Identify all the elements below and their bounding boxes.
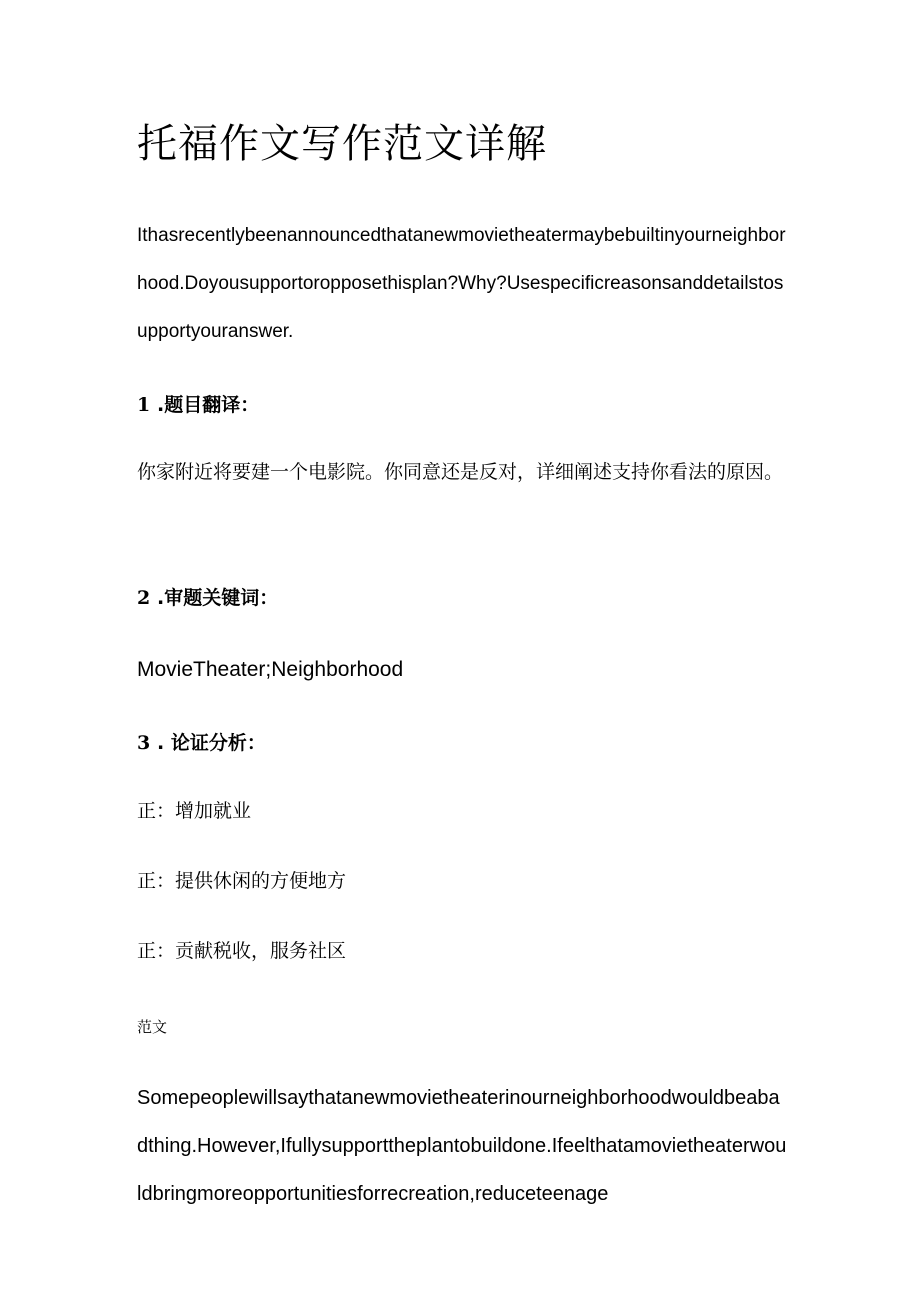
section-heading-analysis — [137, 730, 266, 756]
section-heading-keywords — [137, 585, 278, 611]
section-number: 1 — [137, 394, 151, 416]
translation-text: 你家附近将要建一个电影院。你同意还是反对，详细阐述支持你看法的原因。 — [137, 461, 784, 483]
essay-prompt: Ithasrecentlybeenannouncedthatanewmovietheatermaybebuiltinyourneighborhood.Doyousupportoropposethisplan?Why?Usespecificreasonsanddetailstosupportyouranswer. — [137, 225, 786, 342]
keywords-text: MovieTheater;Neighborhood — [137, 658, 404, 681]
analysis-point: 正：贡献税收，服务社区 — [137, 940, 347, 962]
section-heading-text: .审题关键词： — [157, 587, 279, 609]
analysis-point: 正：增加就业 — [137, 800, 252, 822]
section-heading-translation — [137, 392, 259, 418]
analysis-point: 正：提供休闲的方便地方 — [137, 870, 347, 892]
section-heading-text: .题目翻译： — [157, 394, 260, 416]
document-title: 托福作文写作范文详解 — [137, 121, 547, 167]
section-number: 2 — [137, 587, 151, 609]
section-number: 3 — [137, 732, 151, 754]
essay-label: 范文 — [137, 1018, 168, 1036]
essay-body: Somepeoplewillsaythatanewmovietheaterinourneighborhoodwouldbeabadthing.However,Ifullysupporttheplantobuildone.Ifeelthatamovietheaterwouldbringmoreopportunitiesforrecreation,reduceteenage — [137, 1087, 787, 1205]
section-heading-text: . 论证分析： — [157, 732, 266, 754]
